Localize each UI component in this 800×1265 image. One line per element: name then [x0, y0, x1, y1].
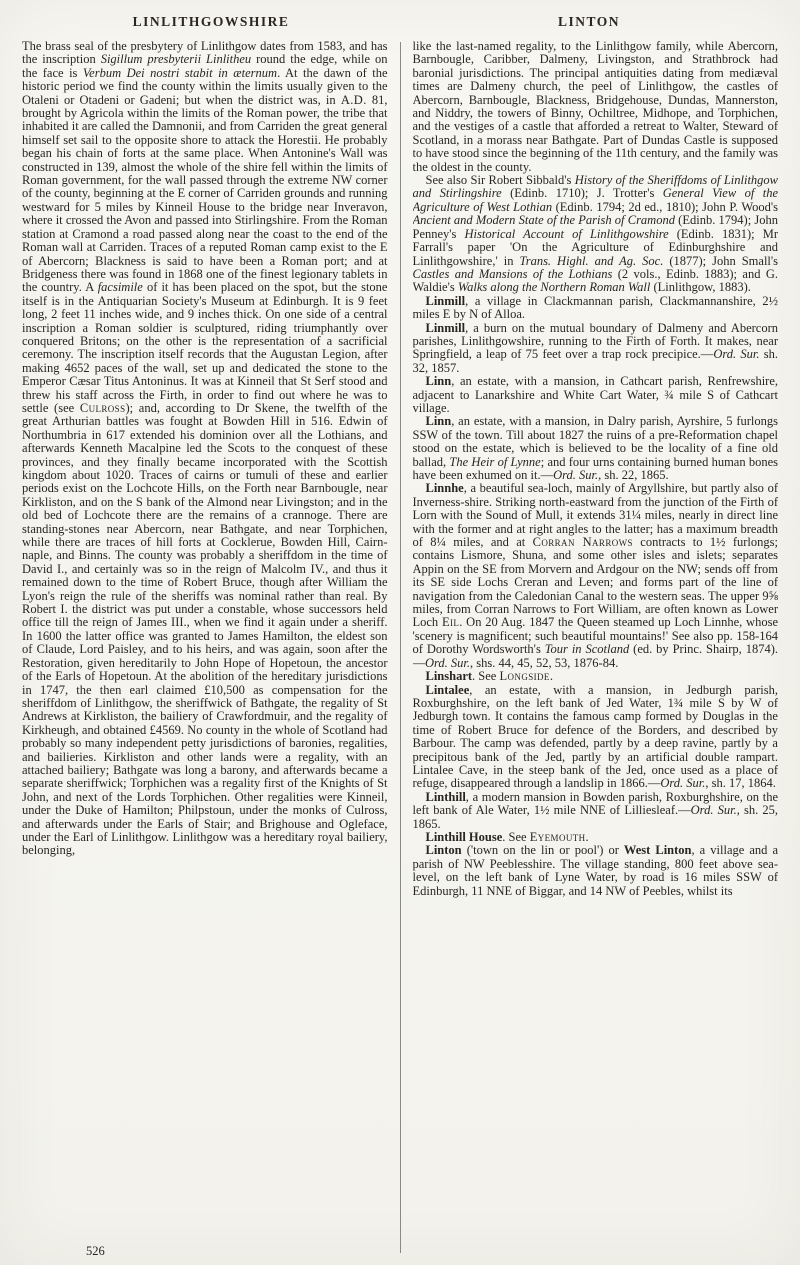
text-run: sh. 32, 1857.: [412, 347, 778, 375]
paragraph: [413, 684, 779, 791]
text-run: A.D.: [340, 92, 367, 107]
paragraph: [413, 482, 779, 670]
text-run: Linshart: [425, 669, 473, 684]
text-run: .: [549, 669, 553, 684]
text-run: Ord. Sur.: [553, 468, 599, 482]
text-run: , an estate, with a mansion, in Jedburgh parish, Roxburghshire, on the left bank of Jed Water, 1¾ mile S by W of Jedburgh town. It contains the famous camp formed by Douglas in the time of Robert Bruce for defence of the Borders, and described by Barbour. The camp was defended, partly by a deep ravine, partly by a precipitous bank of the Jed, partly by an artificial double rampart. Lintalee Cave, in the steep bank of the Jed, once used as a place of refuge, disappeared through a landslip in 1866.—: [412, 682, 778, 791]
text-run: Eyemouth: [529, 829, 586, 844]
text-run: Linthill House: [425, 829, 503, 844]
text-run: , a burn on the mutual boundary of Dalmeny and Abercorn parishes, Linlithgowshire, running to the Firth of Forth. It makes, near Springfield, a leap of 75 feet over a trap rock precipice.—: [412, 320, 778, 362]
text-run: , sh. 22, 1865.: [598, 468, 669, 482]
text-run: Linmill: [425, 320, 466, 335]
header-right-title: LINTON: [557, 14, 621, 29]
text-run: Walks along the Northern Roman Wall: [457, 280, 651, 295]
text-run: (1877); John Small's: [663, 253, 778, 268]
column-left: [22, 40, 388, 1253]
text-run: ; and four urns containing burned human bones have been exhumed on it.—: [412, 454, 778, 482]
text-run: .: [585, 829, 589, 844]
paragraph: [413, 844, 779, 898]
paragraph: [413, 322, 779, 376]
text-run: Castles and Mansions of the Lothians: [412, 266, 613, 281]
text-run: Sigillum presbyterii Linlitheu: [100, 52, 252, 67]
paragraph: [413, 295, 779, 322]
paragraph: [413, 791, 779, 831]
text-run: like the last-named regality, to the Linlithgow family, while Abercorn, Barnbougle, Caribber, Dalmeny, Livingston, and Strathbrock had baronial jurisdictions. The principal antiquities dating from mediæval times are Dalmeny church, the peel of Linlithgow, the castles of Abercorn, Barnbougle, Blackness, Bridgehouse, Dundas, Mannerston, and Niddry, the towers of Binny, Ochiltree, Midhope, and Torphichen, and the vestiges of a castle that afforded a retreat to Walter, Steward of Scotland, in a morass near Bathgate. Part of Dundas Castle is supposed to have stood since the beginning of the 11th century, and the family was the oldest in the county.: [412, 40, 778, 174]
text-run: , an estate, with a mansion, in Dalry parish, Ayrshire, 5 furlongs SSW of the town. Till about 1827 the ruins of a pre-Reformation chapel stood on the estate, which is believed to be the locality of a fine old ballad,: [412, 414, 778, 469]
text-run: (Linlithgow, 1883).: [650, 280, 751, 295]
text-run: Ord. Sur.: [690, 803, 737, 818]
text-run: . See: [472, 669, 500, 684]
text-run: , a village in Clackmannan parish, Clackmannanshire, 2½ miles E by N of Alloa.: [412, 293, 778, 322]
page-number: 526: [86, 1244, 105, 1258]
text-block: [22, 40, 778, 1253]
text-run: ('town on the lin or pool') or: [461, 843, 624, 858]
paragraph: [413, 670, 779, 683]
text-run: Linn: [425, 374, 452, 389]
text-run: Linmill: [425, 293, 466, 308]
text-run: facsimile: [97, 280, 143, 295]
paragraph: [413, 415, 779, 482]
text-run: Tour in Scotland: [544, 642, 630, 657]
running-header: [22, 14, 778, 30]
text-run: Culross: [79, 400, 126, 415]
text-run: Historical Account of Linlithgowshire: [464, 226, 669, 241]
text-run: Linthill: [425, 789, 466, 804]
paragraph: [413, 375, 779, 415]
header-left-title: LINLITHGOWSHIRE: [132, 14, 290, 29]
text-run: 81, brought by Agricola within the limits of the Roman power, the tribe that inhabited it are called the Damnonii, and from Carriden the great general himself set sail to the opposite shore to attack the Horestii. He probably began his chain of forts at the same place. When Antonine's Wall was constructed in 139, almost the whole of the shire fell within the limits of Roman government, for the wall passed through the extreme NW corner of the county, beginning at the E corner of Carriden grounds and running westward for 5 miles by Kinneil House to the bridge near Inveravon, where it crossed the Avon and passed into Stirlingshire. From the Roman station at Cramond a road passed along near the coast to the end of the Roman wall at Carriden. Traces of a reputed Roman camp exist to the E of Abercorn; Blackness is said to have been a Roman port; and at Bridgeness there was found in 1868 one of the finest legionary tablets in the country. A: [22, 92, 388, 295]
text-run: Lintalee: [425, 682, 470, 697]
text-run: West Linton: [623, 843, 692, 858]
text-run: Ord. Sur.: [660, 776, 706, 791]
text-run: General View of the Agriculture of West Lothian: [412, 186, 778, 214]
text-run: Linnhe: [425, 481, 464, 496]
text-run: . See: [502, 829, 530, 844]
text-run: ); and, according to Dr Skene, the twelfth of the great Arthurian battles was fought at Bowden Hill in 516. Edwin of Northumbria in 617 extended his dominion over all the Lothians, and afterwards Kenneth Macalpine led the Scots to the conquest of these provinces, and they finally became incorporated with the Scottish kingdom about 1020. Traces of cairns or tumuli of these and earlier periods exist on the Lochcote Hills, on the Forth near Barnbougle, near Kirkliston, and on the S bank of the Almond near Livingston; and in the old bed of Lochcote there are the remains of a crannoge. There are standing-stones near Abercorn, near Bathgate, and near Torphichen, while there are traces of hill forts at Cocklerue, Bowden Hill, Cairn-naple, and Binns. The county was probably a sheriffdom in the time of David I., and certainly was so in the reign of Malcolm IV., and thus it remained down to the time of Robert Bruce, though after William the Lyon's reign the rule of the sheriffs was nominal rather than real. By Robert I. the district was put under a constable, whose successors held office till the reign of James III., when we find it again under a sheriff. In 1600 the latter office was granted to James Hamilton, the eldest son of Claude, Lord Paisley, and to his heirs, and was again, soon after the Restoration, given hereditarily to John Hope of Hopetoun, the ancestor of the Earls of Hopetoun. At the abolition of the hereditary jurisdictions in 1747, the then earl claimed £10,500 as compensation for the sheriffdom of Linlithgow, the sheriffwick of Bathgate, the regality of St Andrews at Kirkliston, the bailiery of Crawfordmuir, and the regality of Kirkheugh, and obtained £4569. No county in the whole of Scotland had probably so many independent petty jurisdictions of baronies, regalities, and bailieries. Kirkliston and other lands were a regality, with an attached bailiery; Bathgate was long a barony, and afterwards became a separate sheriffwick; Torphichen was a regality first of the Knights of St John, and next of the Lords Torphichen. Other regalities were Kinneil, under the Duke of Hamilton; Philpstoun, under the monks of Culross, and afterwards under the Earls of Stair; and Brighouse and Ogleface, under the Earl of Linlithgow. Linlithgow was a hereditary royal bailiery, belonging,: [22, 400, 388, 858]
text-run: , shs. 44, 45, 52, 53, 1876-84.: [470, 655, 619, 670]
column-divider-rule: [400, 42, 401, 1253]
text-run: The Heir of Lynne: [449, 454, 541, 469]
text-run: . At the dawn of the historic period we find the county within the limits usually given to the Otaleni or Otadeni or Gadeni; but when the district was, in: [22, 65, 388, 107]
text-run: of it has been placed on the spot, but the stone itself is in the Antiquarian Society's Museum at Edinburgh. It is 9 feet long, 2 feet 11 inches wide, and 9 inches thick. On one side of a central inscription a Roman soldier is sculptured, riding triumphantly over conquered Britons; on the other is the representation of a sacrificial ceremony. The inscription itself records that the Augustan Legion, after making 4652 paces of the wall, set up and dedicated the stone to the Emperor Cæsar Titus Antoninus. It was at Kinneil that St Serf stood and threw his staff across the Firth, in order to find out where he was to settle (see: [22, 280, 388, 415]
text-run: (ed. by Princ. Shairp, 1874).—: [412, 642, 778, 670]
text-run: History of the Sheriffdoms of Linlithgow and Stirlingshire: [412, 173, 778, 201]
text-run: Eil: [441, 615, 460, 630]
text-run: Linn: [425, 414, 452, 429]
text-run: Linton: [425, 843, 462, 858]
text-run: , sh. 17, 1864.: [705, 776, 776, 791]
text-run: round the edge, while on the face is: [22, 52, 388, 80]
text-run: Verbum Dei nostri stabit in æternum: [82, 65, 278, 80]
text-run: The brass seal of the presbytery of Linlithgow dates from 1583, and has the inscription: [22, 40, 388, 67]
text-run: , a village and a parish of NW Peeblesshire. The village standing, 800 feet above sea-level, on the left bank of Lyne Water, by road is 16 miles SSW of Edinburgh, 11 NNE of Biggar, and 14 NW of Peebles, whilst its: [412, 843, 778, 898]
text-run: . On 20 Aug. 1847 the Queen steamed up Loch Linnhe, whose 'scenery is magnificent; such beautiful mountains!' See also pp. 158-164 of Dorothy Wordsworth's: [412, 615, 778, 657]
text-run: (Edinb. 1794); John Penney's: [412, 213, 778, 241]
text-run: , an estate, with a mansion, in Cathcart parish, Renfrewshire, adjacent to Lanarkshire and White Cart Water, ¾ mile S of Cathcart village.: [412, 374, 778, 415]
text-run: , sh. 25, 1865.: [412, 803, 778, 831]
text-run: (Edinb. 1710); J. Trotter's: [501, 186, 663, 201]
text-run: Corran Narrows: [532, 535, 633, 550]
text-run: , a beautiful sea-loch, mainly of Argyllshire, but partly also of Inverness-shire. Striking north-eastward from the junction of the Firth of Lorn with the Sound of Mull, it extends 31¼ miles, nearly in direct line with the former and at right angles to the latter; has a maximum breadth of 8¼ miles, and at: [412, 481, 778, 550]
paragraph: [413, 831, 779, 844]
text-run: Longside: [499, 669, 550, 684]
paragraph: [22, 40, 388, 858]
paragraph: [413, 174, 779, 295]
text-run: Trans. Highl. and Ag. Soc.: [519, 253, 664, 268]
text-run: Ord. Sur.: [713, 347, 760, 362]
text-run: , a modern mansion in Bowden parish, Roxburghshire, on the left bank of Ale Water, 1½ mile NNE of Lilliesleaf.—: [412, 789, 778, 818]
paragraph: [413, 40, 779, 174]
column-right: [413, 40, 779, 1253]
text-run: See also Sir Robert Sibbald's: [425, 173, 575, 188]
text-run: Ord. Sur.: [425, 655, 471, 670]
text-run: (Edinb. 1831); Mr Farrall's paper 'On the Agriculture of Edinburghshire and Linlithgowshire,' in: [412, 226, 778, 268]
text-run: contracts to 1½ furlongs; contains Lismore, Shuna, and some other isles and islets; separates Appin on the SE from Morvern and Ardgour on the NW; sends off from its SE side Lochs Creran and Leven; and forms part of the line of navigation from the Caledonian Canal to the western seas. The upper 9⅝ miles, from Corran Narrows to Fort William, are often known as Lower Loch: [412, 535, 778, 630]
text-run: (Edinb. 1794; 2d ed., 1810); John P. Wood's: [552, 199, 778, 214]
text-run: Ancient and Modern State of the Parish of Cramond: [412, 213, 675, 228]
text-run: (2 vols., Edinb. 1883); and G. Waldie's: [412, 266, 778, 295]
